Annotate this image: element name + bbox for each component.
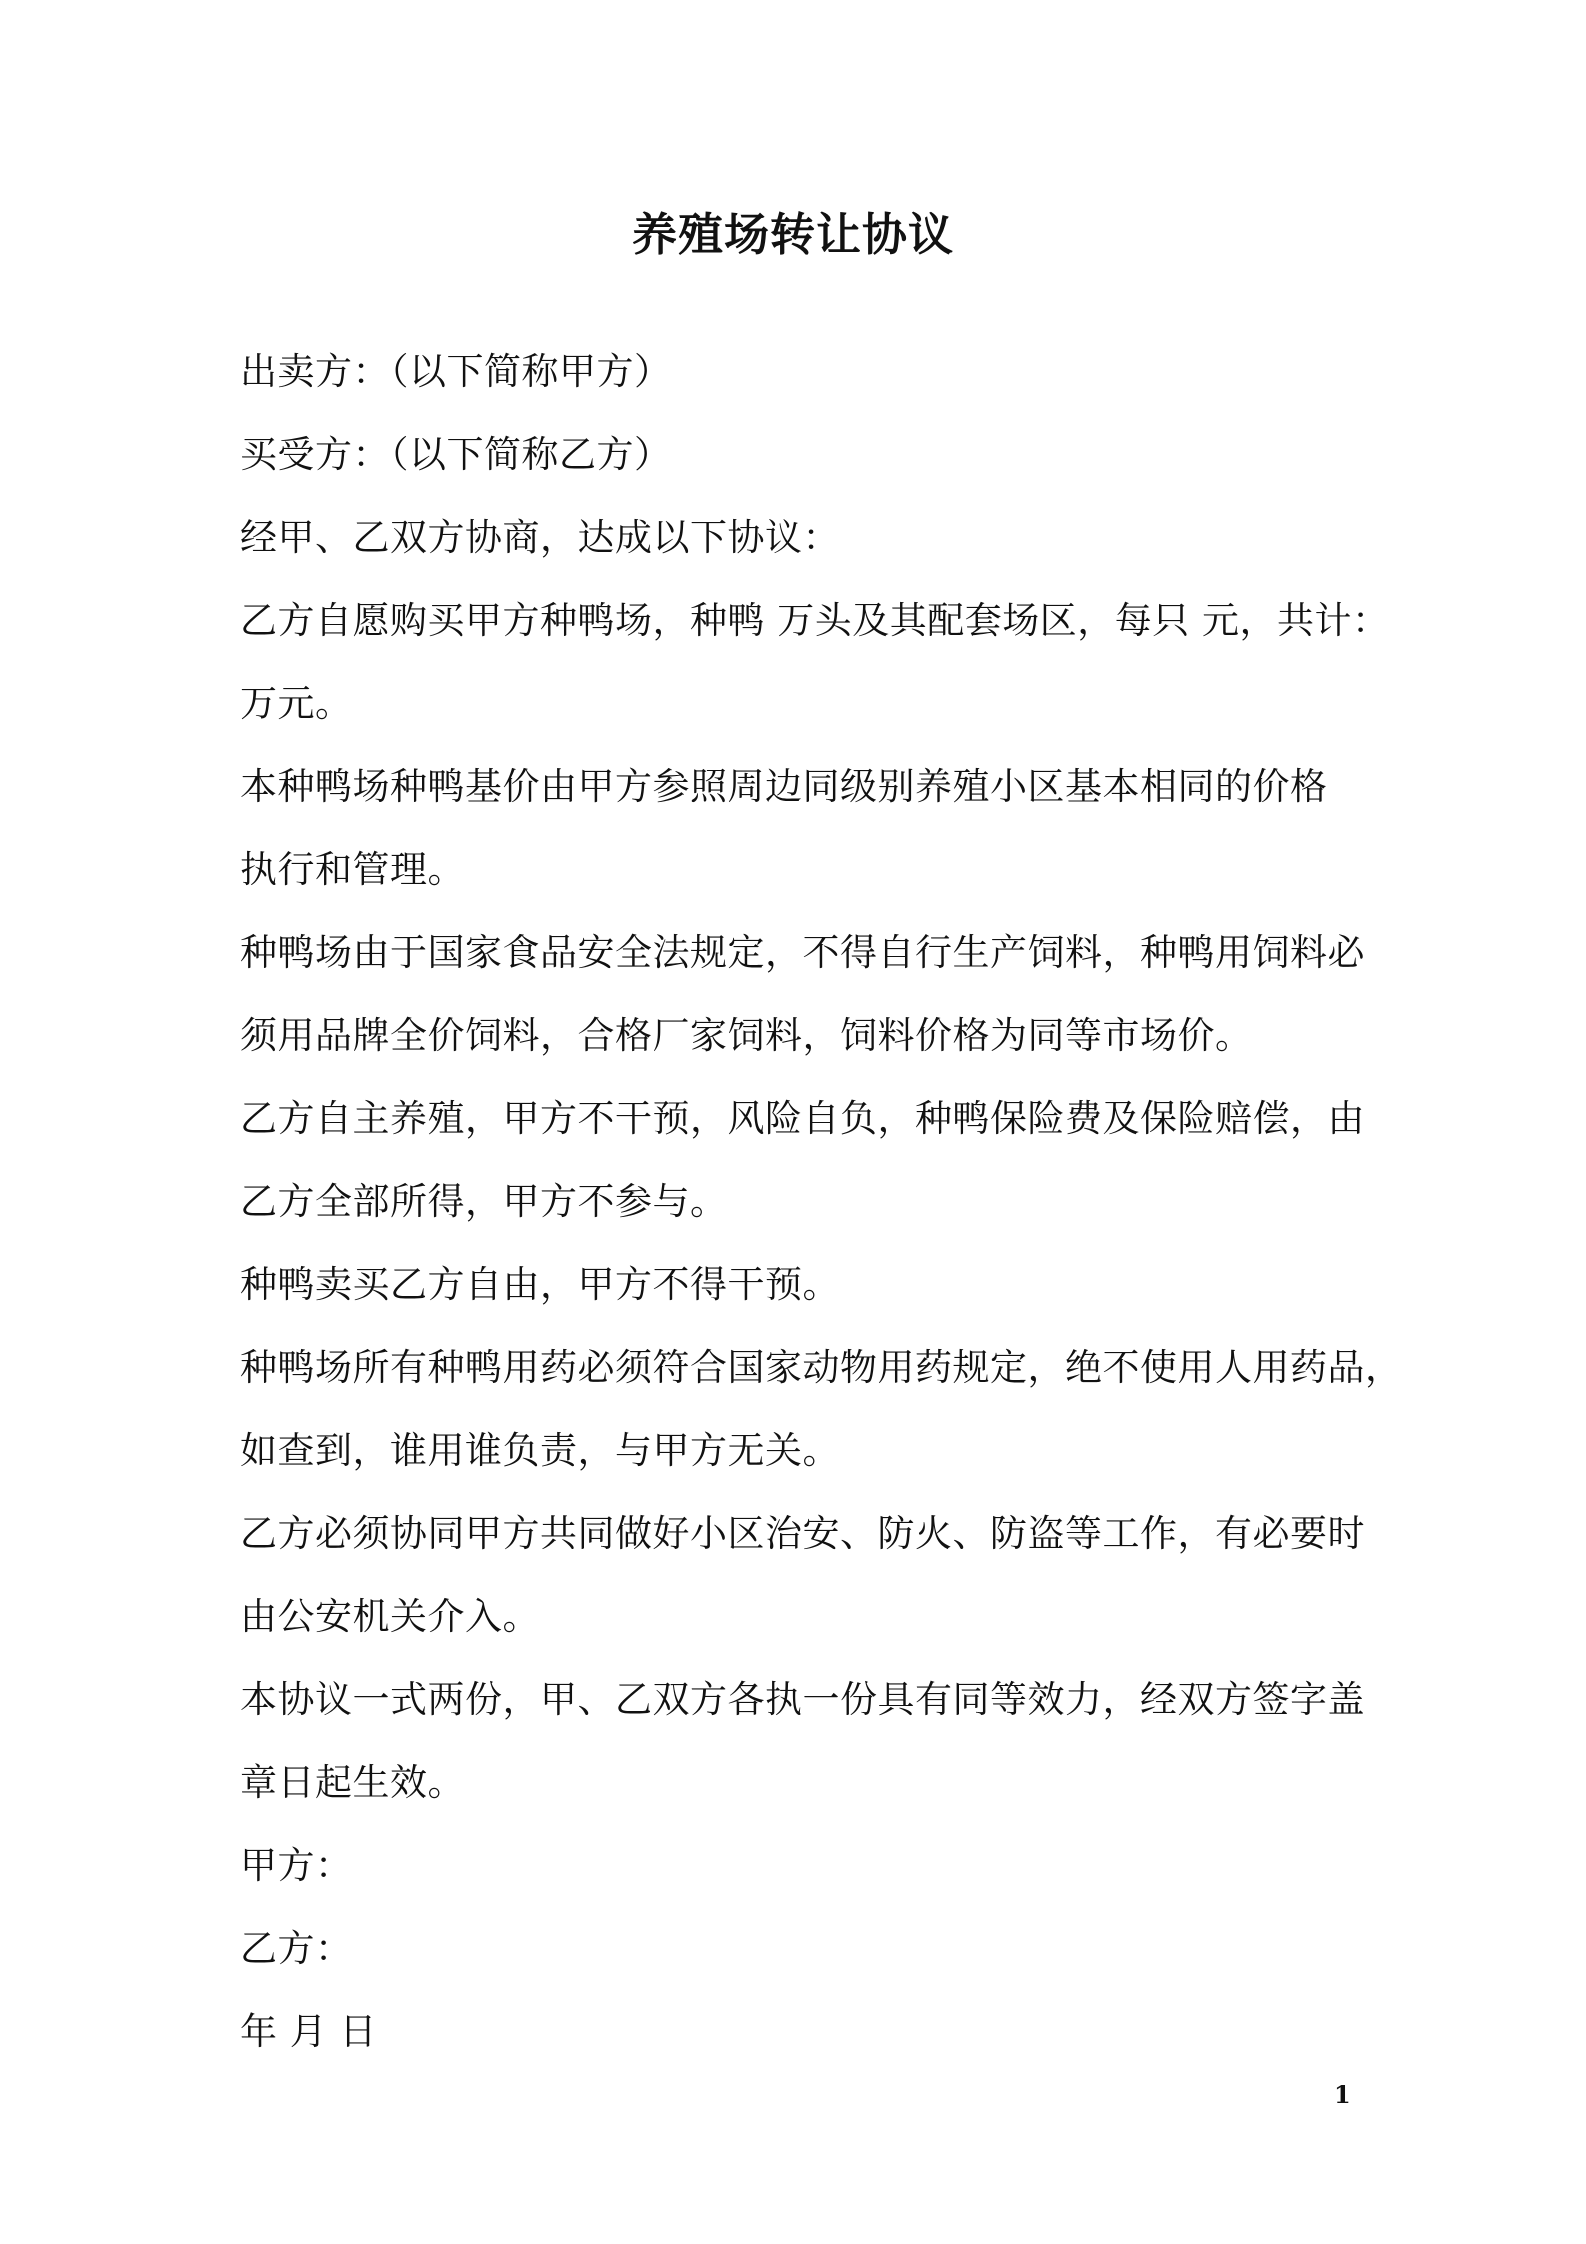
effect-clause-line-2: 章日起生效。 xyxy=(240,1761,465,1804)
seller-line: 出卖方：（以下简称甲方） xyxy=(240,350,672,393)
security-clause-line-1: 乙方必须协同甲方共同做好小区治安、防火、防盗等工作，有必要时 xyxy=(240,1512,1365,1555)
document-title: 养殖场转让协议 xyxy=(631,208,954,261)
effect-clause-line-1: 本协议一式两份，甲、乙双方各执一份具有同等效力，经双方签字盖 xyxy=(240,1678,1365,1721)
agreement-intro: 经甲、乙双方协商，达成以下协议： xyxy=(240,516,840,559)
price-clause-line-1: 本种鸭场种鸭基价由甲方参照周边同级别养殖小区基本相同的价格 xyxy=(240,765,1328,808)
party-a-signature: 甲方： xyxy=(240,1844,353,1887)
page-number: 1 xyxy=(1334,2080,1351,2109)
medicine-clause-line-1: 种鸭场所有种鸭用药必须符合国家动物用药规定，绝不使用人用药品， xyxy=(240,1346,1403,1389)
feed-clause-line-1: 种鸭场由于国家食品安全法规定，不得自行生产饲料，种鸭用饲料必 xyxy=(240,931,1365,974)
security-clause-line-2: 由公安机关介入。 xyxy=(240,1595,540,1638)
risk-clause-line-2: 乙方全部所得，甲方不参与。 xyxy=(240,1180,728,1223)
purchase-clause-line-2: 万元。 xyxy=(240,682,353,725)
price-clause-line-2: 执行和管理。 xyxy=(240,848,465,891)
medicine-clause-line-2: 如查到，谁用谁负责，与甲方无关。 xyxy=(240,1429,840,1472)
purchase-clause-line-1: 乙方自愿购买甲方种鸭场，种鸭 万头及其配套场区，每只 元，共计： xyxy=(240,599,1390,642)
feed-clause-line-2: 须用品牌全价饲料，合格厂家饲料，饲料价格为同等市场价。 xyxy=(240,1014,1253,1057)
risk-clause-line-1: 乙方自主养殖，甲方不干预，风险自负，种鸭保险费及保险赔偿，由 xyxy=(240,1097,1365,1140)
trade-clause: 种鸭卖买乙方自由，甲方不得干预。 xyxy=(240,1263,840,1306)
buyer-line: 买受方：（以下简称乙方） xyxy=(240,433,672,476)
signing-date: 年 月 日 xyxy=(240,2010,378,2053)
agreement-body xyxy=(240,330,1403,2073)
party-b-signature: 乙方： xyxy=(240,1927,353,1970)
